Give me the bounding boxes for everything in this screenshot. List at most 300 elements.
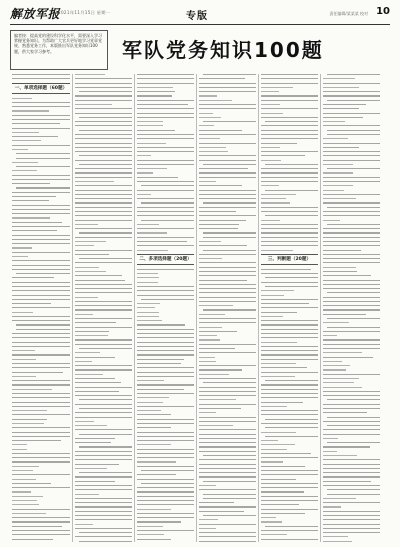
body-text-line (323, 541, 352, 542)
body-text-line (12, 260, 70, 261)
body-text-line (261, 228, 318, 229)
body-text-line (261, 513, 305, 514)
body-text-line (323, 536, 348, 537)
body-text-line (261, 491, 304, 492)
body-text-line (199, 91, 256, 92)
body-text-line (323, 506, 341, 507)
body-text-line (199, 220, 246, 221)
body-text-line (261, 500, 318, 501)
body-text-line (137, 155, 151, 156)
body-text-line (137, 143, 166, 144)
body-text-line (323, 472, 380, 473)
body-text-line (75, 271, 106, 272)
body-text-line (323, 305, 380, 306)
body-text-line (261, 282, 318, 283)
body-text-line (323, 267, 356, 268)
body-text-line (12, 213, 70, 214)
body-text-line (261, 449, 287, 450)
body-text-line (137, 440, 194, 441)
body-text-line (12, 397, 70, 398)
body-text-line (323, 121, 345, 122)
body-text-line (75, 335, 108, 336)
body-text-line (199, 241, 221, 242)
body-text-line (323, 511, 380, 512)
body-text-line (137, 504, 194, 505)
body-text-line (261, 530, 318, 531)
body-text-line (261, 125, 318, 126)
body-text-line (265, 121, 318, 122)
body-text-line (261, 155, 305, 156)
body-text-line (137, 83, 194, 84)
body-text-line (75, 262, 132, 263)
body-text-line (12, 303, 51, 304)
body-text-line (199, 143, 256, 144)
body-text-line (323, 271, 357, 272)
body-text-line (75, 485, 132, 486)
body-text-line (199, 417, 256, 418)
body-text-line (261, 320, 318, 321)
body-text-line (12, 440, 61, 441)
body-text-line (261, 172, 318, 173)
body-text-line (12, 132, 39, 133)
body-text-line (199, 541, 256, 542)
body-text-line (79, 399, 132, 400)
body-text-line (79, 541, 132, 542)
body-text-line (323, 211, 380, 212)
body-text-line (12, 106, 70, 107)
body-text-line (79, 472, 132, 473)
body-text-line (137, 237, 194, 238)
body-text-line (323, 155, 380, 156)
body-text-line (12, 389, 52, 390)
body-text-line (75, 468, 107, 469)
body-text-line (323, 391, 380, 392)
body-text-line (261, 194, 296, 195)
body-text-line (12, 350, 35, 351)
body-text-line (323, 262, 380, 263)
body-text-line (12, 235, 70, 236)
body-text-line (199, 502, 234, 503)
body-text-line (265, 277, 318, 278)
body-text-line (261, 117, 318, 118)
body-text-line (261, 466, 305, 467)
body-text-line (75, 361, 92, 362)
section-heading: 二、多项选择题（20题） (137, 254, 194, 265)
body-text-line (75, 429, 132, 430)
body-text-line (137, 521, 181, 522)
body-text-line (12, 410, 47, 411)
body-text-line (323, 220, 340, 221)
section-name: 专版 (186, 11, 208, 22)
body-text-line (12, 513, 46, 514)
body-text-line (323, 138, 348, 139)
body-text-line (323, 344, 380, 345)
body-text-line (137, 91, 175, 92)
body-text-line (12, 474, 70, 475)
body-text-line (261, 444, 295, 445)
body-text-line (137, 402, 163, 403)
body-text-line (199, 83, 256, 84)
body-text-line (12, 290, 70, 291)
body-text-line (199, 190, 256, 191)
text-column (134, 74, 194, 542)
body-text-line (75, 284, 132, 285)
body-text-line (137, 530, 194, 531)
body-text-line (261, 147, 280, 148)
body-text-line (137, 194, 151, 195)
body-text-line (137, 74, 194, 75)
body-text-line (323, 194, 380, 195)
body-text-line (16, 153, 70, 154)
body-text-line (323, 352, 362, 353)
body-text-line (75, 301, 132, 302)
body-text-line (137, 282, 158, 283)
body-text-line (265, 380, 318, 381)
body-text-line (137, 108, 194, 109)
body-text-line (137, 526, 163, 527)
body-text-line (79, 408, 132, 409)
body-text-line (137, 316, 159, 317)
body-text-line (137, 286, 194, 287)
body-text-line (137, 125, 163, 126)
editor-note-box: 编者按：提高党的建设科学化水平，需要深入学习掌握党务知识。为帮助广大官兵更好地学习党章党规、熟悉党务工作，本版推出军队党务知识100题，供大家学习参考。 (10, 30, 108, 70)
body-text-line (137, 113, 194, 114)
body-text-line (75, 442, 111, 443)
body-text-line (261, 487, 318, 488)
body-text-line (12, 295, 70, 296)
body-text-line (261, 290, 294, 291)
body-text-line (12, 256, 28, 257)
article-title: 军队党务知识100题 (122, 38, 324, 62)
body-text-line (261, 432, 296, 433)
body-text-line (261, 423, 318, 424)
body-text-line (199, 348, 235, 349)
body-text-line (261, 241, 318, 242)
body-text-line (16, 166, 70, 167)
body-text-line (327, 494, 380, 495)
body-text-line (199, 305, 233, 306)
body-text-line (137, 393, 194, 394)
body-text-line (323, 412, 367, 413)
body-text-line (12, 496, 43, 497)
body-text-line (75, 369, 132, 370)
body-text-line (261, 74, 318, 75)
body-text-line (12, 363, 70, 364)
body-text-line (137, 461, 176, 462)
body-text-line (261, 479, 296, 480)
body-text-line (12, 402, 70, 403)
body-text-line (12, 307, 70, 308)
body-text-line (79, 232, 132, 233)
body-text-line (12, 466, 39, 467)
body-text-line (199, 108, 256, 109)
body-text-line (323, 241, 380, 242)
body-text-line (75, 138, 132, 139)
body-text-line (323, 464, 380, 465)
body-text-line (75, 417, 132, 418)
body-text-line (261, 269, 311, 270)
body-text-line (199, 280, 247, 281)
body-text-line (199, 104, 256, 105)
body-text-line (12, 209, 70, 210)
body-text-line (75, 374, 103, 375)
body-text-line (199, 361, 216, 362)
body-text-line (203, 121, 256, 122)
body-text-line (323, 369, 346, 370)
body-text-line (75, 528, 132, 529)
body-text-line (75, 151, 132, 152)
body-text-line (75, 339, 132, 340)
body-text-line (75, 378, 115, 379)
body-text-line (137, 277, 159, 278)
body-text-line (261, 324, 318, 325)
body-text-line (261, 367, 307, 368)
body-text-line (12, 509, 70, 510)
body-text-line (75, 464, 119, 465)
body-text-line (12, 217, 50, 218)
body-text-line (199, 438, 256, 439)
body-text-line (137, 389, 184, 390)
body-text-line (261, 113, 283, 114)
body-text-line (261, 245, 318, 246)
body-text-line (12, 140, 41, 141)
body-text-line (261, 414, 318, 415)
body-text-line (261, 346, 318, 347)
body-text-line (79, 164, 132, 165)
body-text-line (12, 200, 49, 201)
body-text-line (12, 183, 50, 184)
body-text-line (137, 241, 187, 242)
body-text-line (323, 202, 380, 203)
body-text-line (261, 402, 303, 403)
body-text-line (137, 376, 194, 377)
body-text-line (199, 95, 217, 96)
body-text-line (199, 138, 220, 139)
body-text-line (12, 346, 70, 347)
body-text-line (261, 517, 276, 518)
body-text-line (323, 280, 380, 281)
body-text-line (137, 211, 194, 212)
body-text-line (261, 160, 281, 161)
body-text-line (261, 333, 318, 334)
body-text-line (261, 303, 309, 304)
body-text-line (75, 74, 105, 75)
body-text-line (323, 335, 337, 336)
body-text-line (199, 339, 220, 340)
body-text-line (137, 172, 153, 173)
text-column (72, 74, 132, 542)
body-text-line (327, 207, 380, 208)
section-heading: 三、判断题（20题） (261, 254, 318, 265)
body-text-line (12, 521, 70, 522)
body-text-line (137, 290, 194, 291)
body-text-line (327, 417, 380, 418)
body-text-line (79, 348, 132, 349)
body-text-line (75, 515, 132, 516)
body-text-line (323, 382, 354, 383)
text-column (320, 74, 380, 542)
body-text-line (323, 339, 380, 340)
body-text-line (75, 314, 93, 315)
body-text-line (261, 232, 318, 233)
body-text-line (75, 125, 132, 126)
body-text-line (261, 389, 318, 390)
body-text-line (137, 380, 164, 381)
body-text-line (12, 359, 36, 360)
body-text-line (12, 286, 70, 287)
body-text-line (75, 438, 115, 439)
body-text-line (75, 288, 132, 289)
body-text-line (199, 395, 256, 396)
body-text-line (137, 207, 194, 208)
body-text-line (261, 457, 318, 458)
body-text-line (323, 172, 353, 173)
body-text-line (323, 254, 380, 255)
body-text-line (323, 297, 380, 298)
body-text-line (199, 160, 256, 161)
body-text-line (323, 314, 366, 315)
body-text-line (199, 198, 256, 199)
body-text-line (75, 250, 132, 251)
body-text-line (75, 322, 116, 323)
body-text-line (327, 168, 380, 169)
body-text-line (75, 181, 114, 182)
body-text-line (137, 517, 194, 518)
body-text-line (323, 421, 380, 422)
body-text-line (323, 113, 380, 114)
body-text-line (12, 269, 70, 270)
body-text-line (261, 342, 297, 343)
body-text-line (137, 177, 178, 178)
body-text-line (75, 412, 132, 413)
body-text-line (12, 98, 32, 99)
body-text-line (12, 461, 70, 462)
body-text-line (323, 143, 380, 144)
body-text-line (199, 207, 256, 208)
body-text-line (75, 344, 132, 345)
body-text-line (323, 147, 359, 148)
body-text-line (141, 202, 194, 203)
body-text-line (261, 509, 318, 510)
body-text-line (199, 194, 256, 195)
body-text-line (199, 177, 256, 178)
body-text-line (199, 404, 256, 405)
body-text-line (203, 481, 256, 482)
body-text-line (261, 539, 318, 540)
body-text-line (199, 297, 256, 298)
body-text-line (199, 485, 216, 486)
body-text-line (137, 354, 194, 355)
body-text-line (79, 532, 132, 533)
body-text-line (75, 87, 132, 88)
body-text-line (323, 177, 380, 178)
body-text-line (75, 318, 132, 319)
body-text-line (12, 517, 70, 518)
body-text-line (261, 108, 318, 109)
body-text-line (75, 309, 132, 310)
body-text-line (12, 384, 70, 385)
body-text-line (203, 309, 256, 310)
body-text-line (137, 117, 194, 118)
body-text-line (323, 374, 380, 375)
newspaper-masthead: 解放军报 (10, 7, 61, 21)
body-text-line (261, 316, 283, 317)
body-text-line (75, 292, 132, 293)
body-text-line (261, 134, 318, 135)
editor-credits: 责任编辑/某某某 校对 (329, 11, 368, 16)
body-text-line (12, 453, 70, 454)
body-text-line (137, 87, 173, 88)
body-text-line (199, 434, 256, 435)
body-text-line (199, 117, 221, 118)
body-text-line (137, 496, 194, 497)
body-text-line (75, 395, 132, 396)
body-text-line (203, 237, 256, 238)
body-text-line (12, 534, 70, 535)
body-text-line (261, 95, 318, 96)
body-text-line (12, 277, 54, 278)
body-text-line (137, 147, 194, 148)
body-text-line (323, 322, 349, 323)
body-text-line (75, 382, 121, 383)
body-text-line (323, 331, 380, 332)
body-text-line (265, 427, 318, 428)
body-text-line (137, 406, 194, 407)
body-text-line (137, 324, 185, 325)
body-text-line (199, 489, 256, 490)
body-text-line (203, 202, 256, 203)
section-heading: 一、单项选择题（60题） (12, 83, 70, 94)
body-text-line (327, 224, 380, 225)
body-text-line (12, 423, 44, 424)
body-text-line (203, 455, 256, 456)
body-text-line (137, 350, 194, 351)
body-text-line (75, 237, 132, 238)
body-text-line (12, 354, 70, 355)
body-text-line (12, 393, 70, 394)
body-text-line (199, 511, 244, 512)
body-text-line (327, 442, 380, 443)
body-text-line (75, 190, 132, 191)
body-text-line (75, 494, 99, 495)
body-text-line (199, 275, 256, 276)
body-text-line (323, 395, 380, 396)
body-text-line (12, 149, 28, 150)
body-text-line (137, 427, 171, 428)
body-text-line (323, 438, 338, 439)
body-text-line (265, 215, 318, 216)
body-text-line (12, 247, 32, 248)
body-text-line (12, 128, 70, 129)
body-text-line (12, 337, 70, 338)
body-text-line (199, 314, 225, 315)
body-text-line (261, 168, 318, 169)
body-text-line (323, 275, 371, 276)
body-text-line (199, 258, 222, 259)
body-text-line (12, 526, 62, 527)
body-text-line (137, 151, 194, 152)
body-text-line (75, 352, 100, 353)
body-text-line (323, 215, 380, 216)
body-text-line (199, 387, 256, 388)
body-text-line (261, 312, 297, 313)
body-text-line (323, 198, 356, 199)
body-text-line (199, 536, 256, 537)
body-text-line (137, 359, 184, 360)
body-text-line (137, 337, 194, 338)
body-text-line (12, 162, 38, 163)
body-text-line (75, 241, 106, 242)
